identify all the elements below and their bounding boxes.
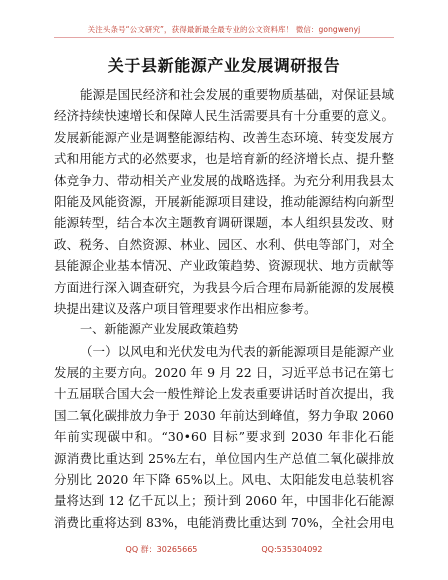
body-line: （一）以风电和光伏发电为代表的新能源项目是能源产业 xyxy=(80,343,394,359)
body-line: 年前实现碳中和。“30•60 目标”要求到 2030 年非化石能 xyxy=(54,429,394,445)
header-divider xyxy=(54,37,394,38)
footer-qq-group: QQ 群：30265665 xyxy=(125,545,198,554)
document-body xyxy=(54,84,394,533)
body-line: 县能源企业基本情况、产业政策趋势、资源现状、地方贡献等 xyxy=(54,258,394,274)
body-line: 分别比 2020 年下降 65%以上。风电、太阳能发电总装机容 xyxy=(54,472,394,488)
body-line: 消费比重将达到 83%，电能消费比重达到 70%，全社会用电 xyxy=(54,514,394,530)
body-line: 政、税务、自然资源、林业、园区、水利、供电等部门，对全 xyxy=(54,236,394,252)
body-line: 能源转型，结合本次主题教育调研课题，本人组织县发改、财 xyxy=(54,215,394,231)
body-line: 块提出建议及落户项目管理要求作出相应参考。 xyxy=(54,300,317,316)
footer-contact xyxy=(0,544,448,555)
body-line: 体竞争力、带动相关产业发展的战略选择。为充分利用我县太 xyxy=(54,172,394,188)
body-line: 国二氧化碳排放力争于 2030 年前达到峰值，努力争取 2060 xyxy=(54,407,394,423)
body-line: 方面进行深入调查研究，为我县今后合理布局新能源的发展模 xyxy=(54,279,394,295)
body-line: 阳能及风能资源，开展新能源项目建设，推动能源结构向新型 xyxy=(54,193,394,209)
body-line: 经济持续快速增长和保障人民生活需要具有十分重要的意义。 xyxy=(54,108,394,124)
body-line: 发展新能源产业是调整能源结构、改善生态环境、转变发展方 xyxy=(54,129,394,145)
body-line: 发展的主要方向。2020 年 9 月 22 日，习近平总书记在第七 xyxy=(54,365,394,381)
document-title: 关于县新能源产业发展调研报告 xyxy=(107,56,341,75)
body-line: 量将达到 12 亿千瓦以上；预计到 2060 年，中国非化石能源 xyxy=(54,493,394,509)
body-line: 十五届联合国大会一般性辩论上发表重要讲话时首次提出，我 xyxy=(54,386,394,402)
body-line: 式和用能方式的必然要求，也是培育新的经济增长点、提升整 xyxy=(54,151,394,167)
body-line: 源消费比重达到 25%左右，单位国内生产总值二氧化碳排放 xyxy=(54,450,394,466)
section-heading: 一、新能源产业发展政策趋势 xyxy=(80,322,239,337)
header-banner: 关注头条号“公文研究”，获得最新最全最专业的公文资料库！ 微信：gongwenyj xyxy=(87,25,361,34)
footer-qq: QQ:535304092 xyxy=(261,545,323,554)
body-line: 能源是国民经济和社会发展的重要物质基础，对保证县域 xyxy=(80,87,394,102)
